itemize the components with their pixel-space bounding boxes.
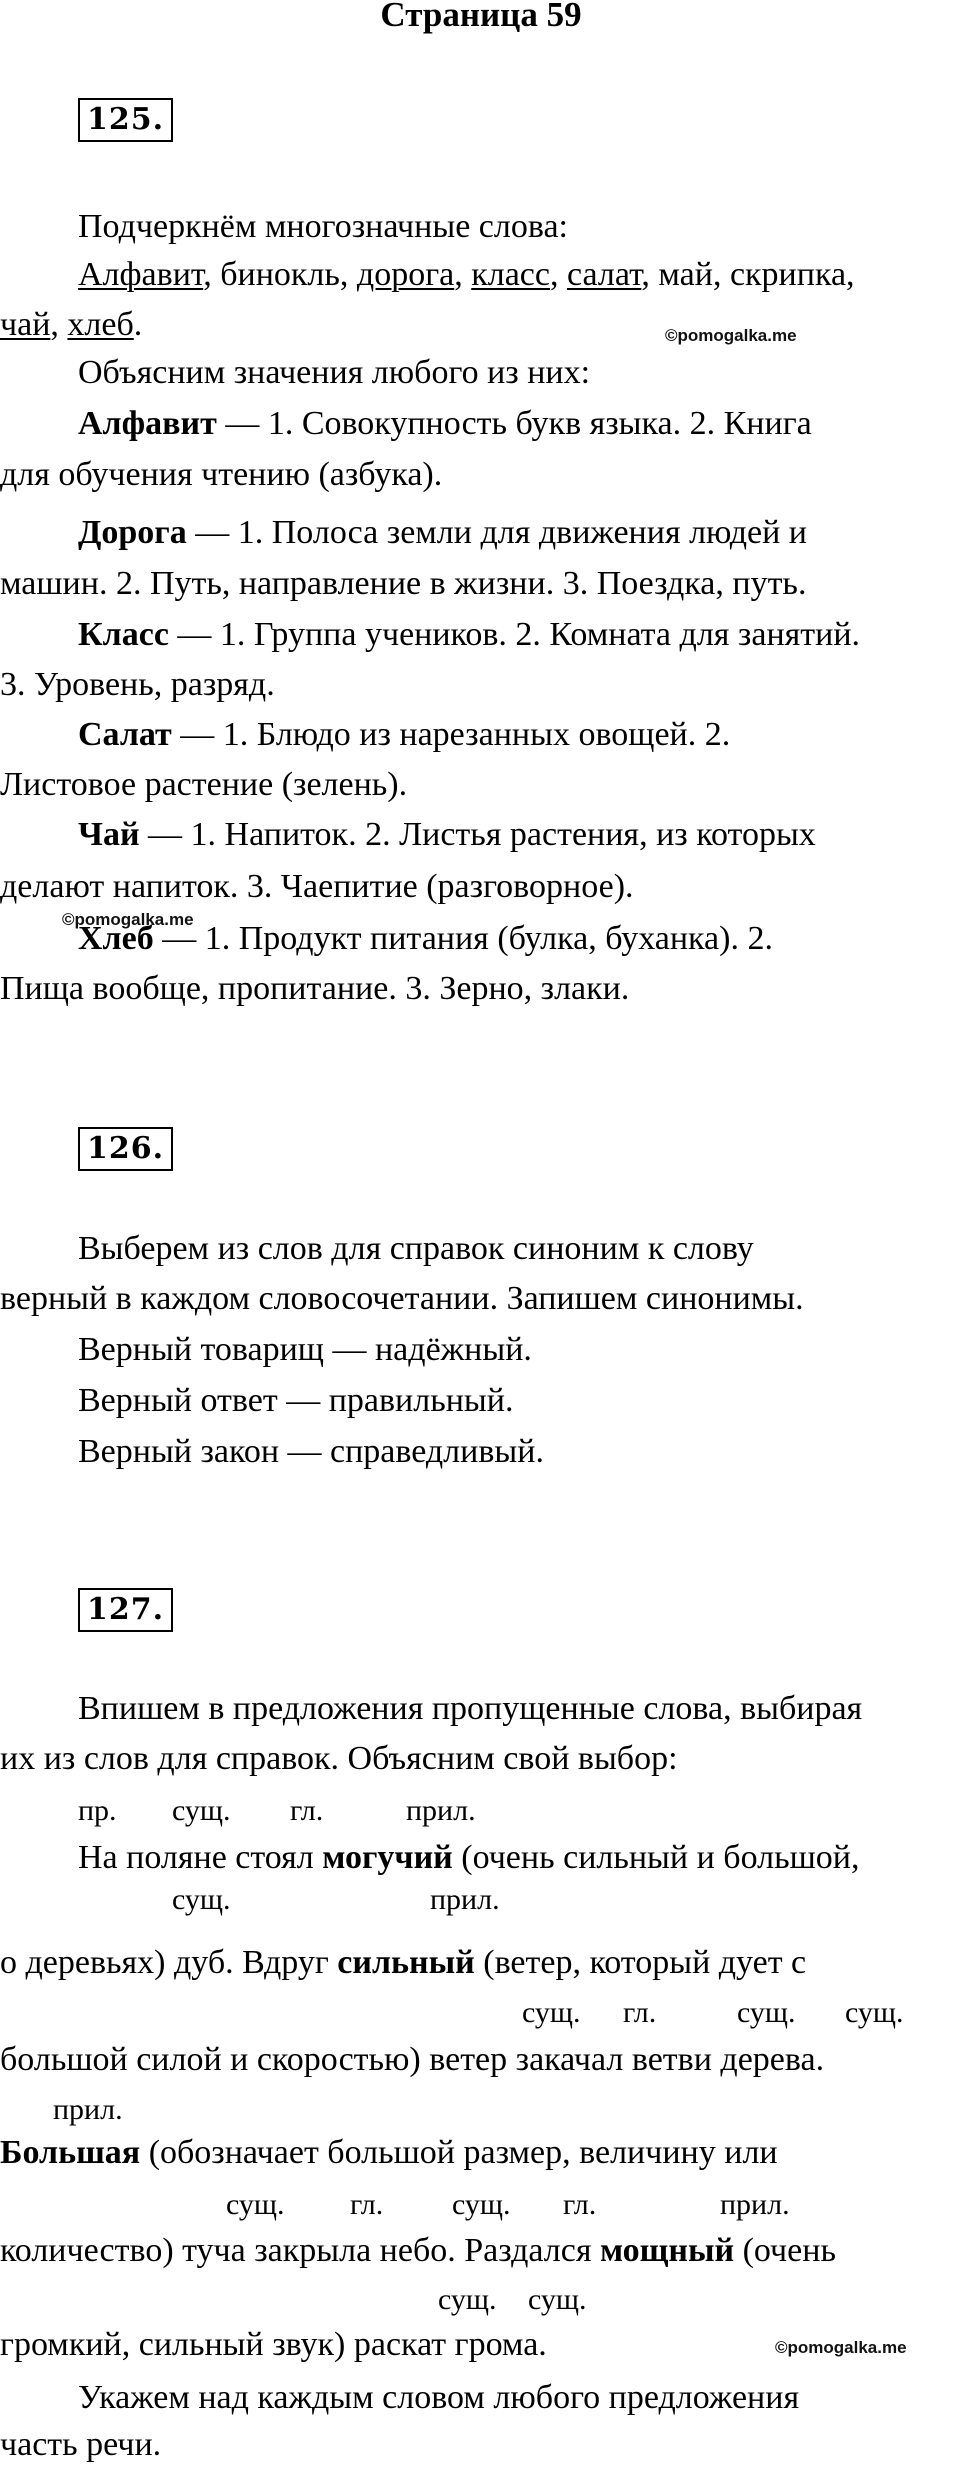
inserted-word: могучий [322,1839,453,1876]
task127-sentence-line6: громкий, сильный звук) раскат грома. [0,2326,547,2363]
pos-label: сущ. [845,1996,904,2029]
watermark: ©pomogalka.me [665,326,797,345]
pos-label: сущ. [438,2283,497,2316]
underlined-word: класс [471,256,550,293]
task126-answer-2: Верный ответ — правильный. [78,1382,514,1419]
pos-label: прил. [53,2093,123,2126]
pos-label: гл. [623,1996,657,2029]
inserted-word: Большая [0,2134,141,2171]
inserted-word: сильный [337,1944,475,1981]
pos-label: сущ. [172,1883,231,1916]
task127-sentence-line2 [0,1946,806,1980]
task127-intro-line1: Впишем в предложения пропущенные слова, выбирая [78,1690,863,1727]
separator: , бинокль, [203,256,357,293]
sentence-text: о деревьях) дуб. Вдруг [0,1944,338,1981]
definition-tea-line1 [78,818,816,852]
definition-road-line2: машин. 2. Путь, направление в жизни. 3. Поездка, путь. [0,565,807,602]
definition-text: — 1. Совокупность букв языка. 2. Книга [216,405,812,442]
task-number-127: 127. [78,1588,173,1632]
watermark: ©pomogalka.me [62,910,194,929]
pos-label: сущ. [452,2188,511,2221]
pos-label: сущ. [522,1996,581,2029]
separator: , [550,256,567,293]
definition-class-line2: 3. Уровень, разряд. [0,666,275,703]
pos-label: прил. [430,1883,500,1916]
sentence-text: (очень сильный и большой, [452,1839,860,1876]
pos-label: прил. [720,2188,790,2221]
definition-text: — 1. Напиток. 2. Листья растения, из которых [139,816,816,853]
separator: , [50,306,68,343]
pos-label: прил. [406,1794,476,1827]
task127-intro-line2: их из слов для справок. Объясним свой выбор: [0,1740,678,1777]
definition-bread-line2: Пища вообще, пропитание. 3. Зерно, злаки. [0,970,630,1007]
definition-salad-line1 [78,718,730,752]
definition-alphabet-line2: для обучения чтению (азбука). [0,456,443,493]
definition-term: Дорога [78,514,187,551]
underlined-word: хлеб [67,306,134,343]
definition-tea-line2: делают напиток. 3. Чаепитие (разговорное). [0,868,634,905]
definition-term: Класс [78,616,169,653]
separator: , май, скрипка, [641,256,855,293]
task127-sentence-line3: большой силой и скоростью) ветер закачал ветви дерева. [0,2041,825,2078]
task125-explain-intro: Объясним значения любого из них: [78,354,591,391]
definition-class-line1 [78,618,860,652]
task127-sentence-line5 [0,2234,836,2268]
sentence-text: На поляне стоял [78,1839,323,1876]
pos-label: гл. [350,2188,384,2221]
definition-text: — 1. Продукт питания (булка, буханка). 2. [153,920,773,957]
task-number-125: 125. [78,98,173,142]
underlined-word: чай [0,306,51,343]
sentence-text: количество) туча закрыла небо. Раздался [0,2232,600,2269]
definition-bread-line1 [78,922,773,956]
separator: . [133,306,143,343]
task126-answer-3: Верный закон — справедливый. [78,1433,544,1470]
task127-sentence-line4 [0,2136,778,2170]
sentence-text: (обозначает большой размер, величину или [140,2134,778,2171]
sentence-text: (ветер, который дует с [474,1944,807,1981]
task125-words-line2 [0,308,142,342]
pos-label: пр. [78,1794,117,1827]
definition-text: — 1. Полоса земли для движения людей и [186,514,808,551]
underlined-word: Алфавит [78,256,204,293]
page-title: Страница 59 [380,0,582,34]
pos-label: гл. [563,2188,597,2221]
definition-term: Алфавит [78,405,217,442]
definition-term: Хлеб [78,920,154,957]
underlined-word: салат [567,256,642,293]
definition-text: — 1. Группа учеников. 2. Комната для занятий. [168,616,861,653]
inserted-word: мощный [599,2232,735,2269]
task126-intro-line2: верный в каждом словосочетании. Запишем синонимы. [0,1280,804,1317]
pos-label: сущ. [737,1996,796,2029]
definition-alphabet-line1 [78,407,812,441]
sentence-text: (очень [734,2232,836,2269]
separator: , [454,256,472,293]
task125-words-line1 [78,258,855,292]
task125-intro: Подчеркнём многозначные слова: [78,208,568,245]
watermark: ©pomogalka.me [775,2338,907,2357]
task127-closing-line1: Укажем над каждым словом любого предложения [78,2379,800,2416]
definition-term: Салат [78,716,172,753]
pos-label: гл. [290,1794,324,1827]
task127-sentence-line1 [78,1841,860,1875]
pos-label: сущ. [226,2188,285,2221]
task126-answer-1: Верный товарищ — надёжный. [78,1331,532,1368]
task-number-126: 126. [78,1127,173,1171]
pos-label: сущ. [528,2283,587,2316]
pos-label: сущ. [172,1794,231,1827]
definition-term: Чай [78,816,140,853]
definition-road-line1 [78,516,807,550]
task126-intro-line1: Выберем из слов для справок синоним к слову [78,1230,754,1267]
task127-closing-line2: часть речи. [0,2426,162,2463]
underlined-word: дорога [356,256,455,293]
definition-text: — 1. Блюдо из нарезанных овощей. 2. [171,716,731,753]
definition-salad-line2: Листовое растение (зелень). [0,766,408,803]
